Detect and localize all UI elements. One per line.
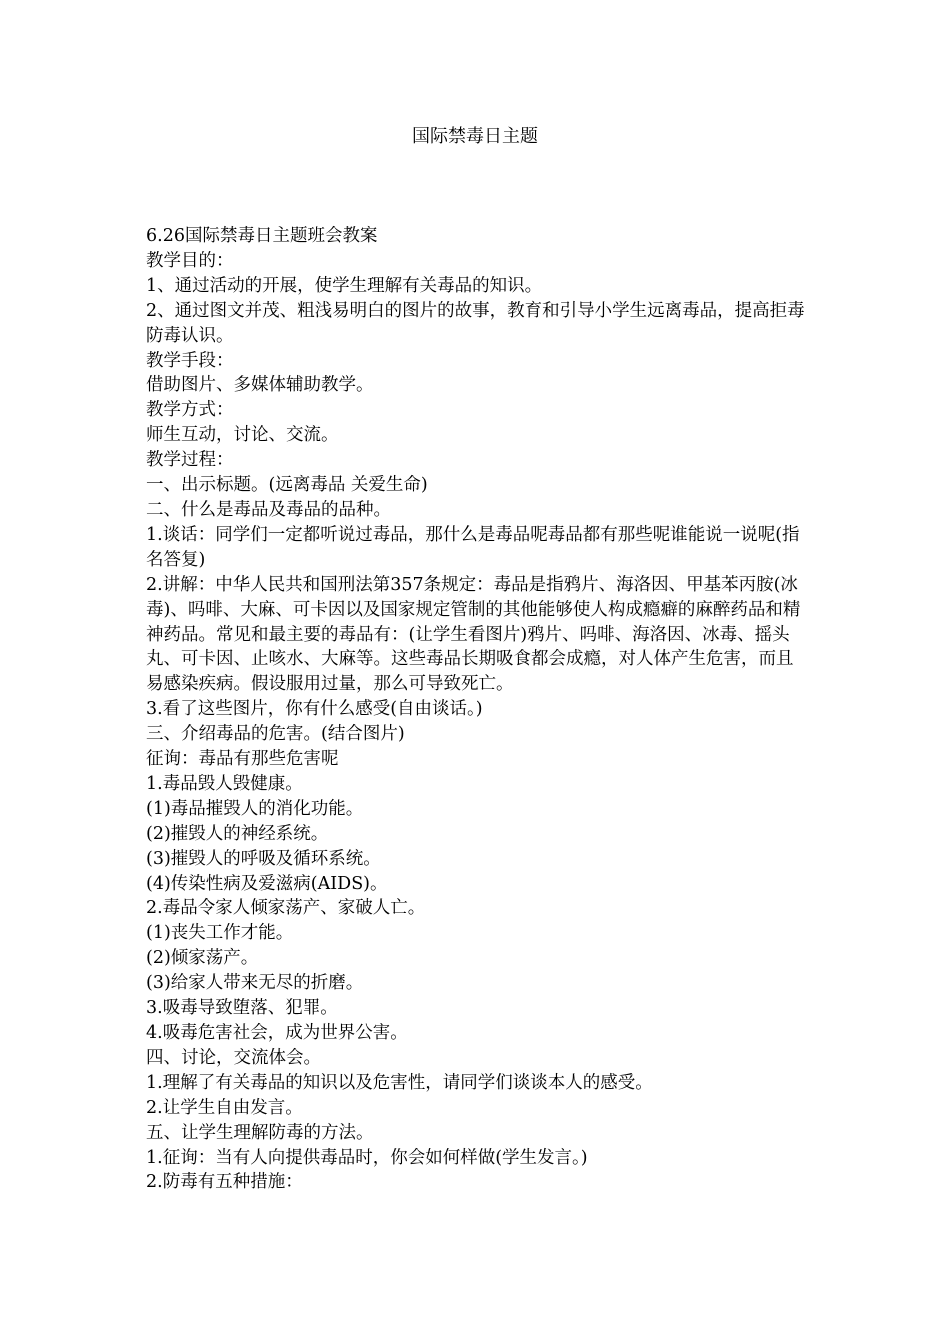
document-paragraph: 四、讨论，交流体会。 xyxy=(146,1047,321,1068)
document-paragraph: 三、介绍毒品的危害。(结合图片) xyxy=(146,724,405,745)
document-paragraph: 2.防毒有五种措施： xyxy=(146,1172,303,1193)
document-paragraph: 6.26国际禁毒日主题班会教案 xyxy=(146,226,378,246)
document-paragraph: 1.理解了有关毒品的知识以及危害性，请同学们谈谈本人的感受。 xyxy=(146,1072,653,1093)
document-paragraph: (3)摧毁人的呼吸及循环系统。 xyxy=(146,848,381,869)
document-paragraph: 1.征询：当有人向提供毒品时，你会如何样做(学生发言。) xyxy=(146,1147,588,1168)
document-paragraph: (2)摧毁人的神经系统。 xyxy=(146,823,329,844)
document-paragraph: 1、通过活动的开展，使学生理解有关毒品的知识。 xyxy=(146,275,543,296)
document-paragraph: 2.让学生自由发言。 xyxy=(146,1097,303,1118)
document-paragraph: 2.讲解：中华人民共和国刑法第357条规定：毒品是指鸦片、海洛因、甲基苯丙胺(冰毒)、吗啡、大麻、可卡因以及国家规定管制的其他能够使人构成瘾癖的麻醉药品和精神药品。常见和最主要的毒品有：(让学生看图片)鸦片、吗啡、海洛因、冰毒、摇头丸、可卡因、止咳水、大麻等。这些毒品长期吸食都会成瘾，对人体产生危害，而且易感染疾病。假设服用过量，那么可导致死亡。 xyxy=(146,574,801,695)
document-paragraph: 教学手段： xyxy=(146,350,234,371)
document-paragraph: (1)丧失工作才能。 xyxy=(146,923,294,944)
document-paragraph: 五、让学生理解防毒的方法。 xyxy=(146,1122,374,1143)
document-paragraph: 4.吸毒危害社会，成为世界公害。 xyxy=(146,1023,408,1043)
document-paragraph: 教学目的： xyxy=(146,250,234,271)
document-paragraph: 师生互动，讨论、交流。 xyxy=(146,425,339,446)
document-paragraph: (1)毒品摧毁人的消化功能。 xyxy=(146,798,364,819)
document-paragraph: (4)传染性病及爱滋病(AIDS)。 xyxy=(146,873,388,894)
document-paragraph: 征询：毒品有那些危害呢 xyxy=(146,749,339,770)
document-paragraph: 2.毒品令家人倾家荡产、家破人亡。 xyxy=(146,898,426,919)
document-body xyxy=(146,224,806,1195)
document-paragraph: 二、什么是毒品及毒品的品种。 xyxy=(146,499,391,520)
document-paragraph: (2)倾家荡产。 xyxy=(146,948,259,969)
document-paragraph: 1.谈话：同学们一定都听说过毒品，那什么是毒品呢毒品都有那些呢谁能说一说呢(指名答复) xyxy=(146,524,800,570)
document-paragraph: 3.看了这些图片，你有什么感受(自由谈话。) xyxy=(146,699,483,720)
document-paragraph: 教学方式： xyxy=(146,400,234,421)
document-paragraph: 教学过程： xyxy=(146,450,234,471)
document-paragraph: 一、出示标题。(远离毒品 关爱生命) xyxy=(146,475,428,496)
document-paragraph: (3)给家人带来无尽的折磨。 xyxy=(146,973,364,994)
document-title: 国际禁毒日主题 xyxy=(412,126,538,147)
document-paragraph: 1.毒品毁人毁健康。 xyxy=(146,773,303,794)
document-paragraph: 借助图片、多媒体辅助教学。 xyxy=(146,375,374,396)
document-paragraph: 2、通过图文并茂、粗浅易明白的图片的故事，教育和引导小学生远离毒品，提高拒毒防毒认识。 xyxy=(146,300,805,346)
document-paragraph: 3.吸毒导致堕落、犯罪。 xyxy=(146,998,338,1019)
